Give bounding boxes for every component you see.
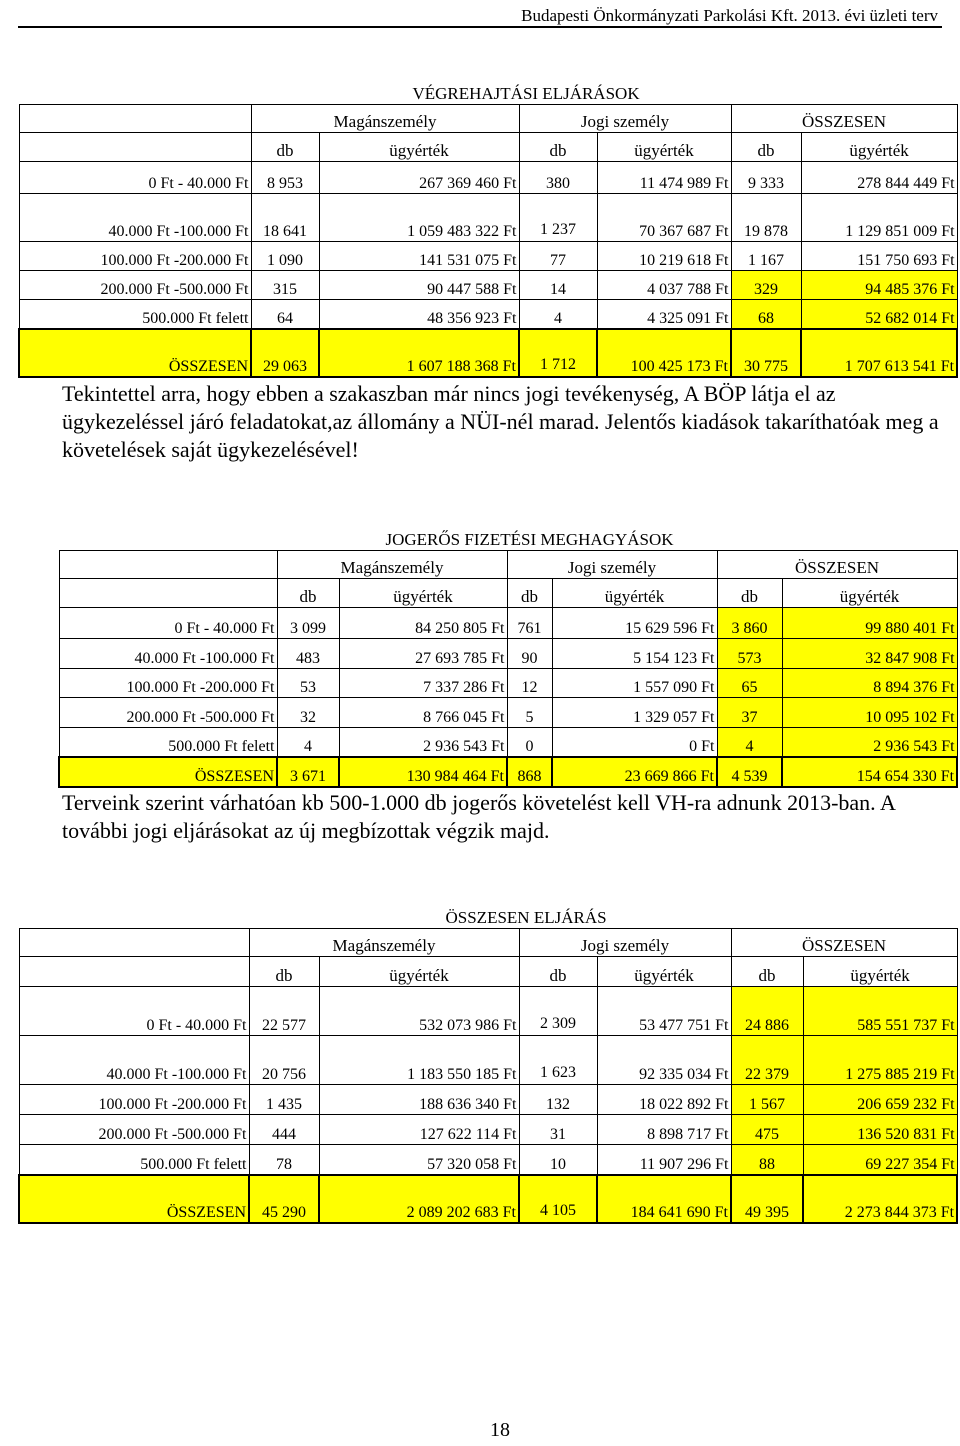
private-value: 2 089 202 683 Ft bbox=[319, 1175, 519, 1223]
private-db: 3 099 bbox=[277, 607, 339, 638]
range-cell: 100.000 Ft -200.000 Ft bbox=[19, 1084, 249, 1114]
private-db: 8 953 bbox=[251, 161, 319, 193]
total-value: 32 847 908 Ft bbox=[782, 638, 957, 668]
private-db: 22 577 bbox=[249, 986, 319, 1035]
private-db: 1 435 bbox=[249, 1084, 319, 1114]
private-value: 27 693 785 Ft bbox=[339, 638, 507, 668]
total-value: 1 707 613 541 Ft bbox=[801, 329, 957, 377]
private-db: 315 bbox=[251, 270, 319, 299]
total-db: 22 379 bbox=[731, 1035, 803, 1084]
private-value: 7 337 286 Ft bbox=[339, 668, 507, 697]
group-legal: Jogi személy bbox=[519, 104, 731, 132]
table-row bbox=[19, 986, 957, 1035]
legal-db: 14 bbox=[519, 270, 597, 299]
legal-db: 4 bbox=[519, 299, 597, 329]
document-header: Budapesti Önkormányzati Parkolási Kft. 2013. évi üzleti terv bbox=[521, 6, 938, 25]
col-db: db bbox=[519, 132, 597, 161]
private-db: 20 756 bbox=[249, 1035, 319, 1084]
col-db: db bbox=[731, 132, 801, 161]
private-db: 18 641 bbox=[251, 193, 319, 241]
private-value: 532 073 986 Ft bbox=[319, 986, 519, 1035]
col-value: ügyérték bbox=[597, 956, 731, 986]
col-db: db bbox=[249, 956, 319, 986]
range-cell: 0 Ft - 40.000 Ft bbox=[19, 986, 249, 1035]
table-row bbox=[59, 607, 957, 638]
group-private: Magánszemély bbox=[277, 550, 507, 578]
table-row bbox=[19, 161, 957, 193]
legal-value: 11 907 296 Ft bbox=[597, 1144, 731, 1175]
total-value: 94 485 376 Ft bbox=[801, 270, 957, 299]
table-jogeros-fizetesi-meghagyasok bbox=[58, 522, 958, 788]
private-value: 8 766 045 Ft bbox=[339, 697, 507, 727]
table-row bbox=[19, 193, 957, 241]
range-cell: 40.000 Ft -100.000 Ft bbox=[19, 193, 251, 241]
total-value: 136 520 831 Ft bbox=[803, 1114, 957, 1144]
col-value: ügyérték bbox=[319, 132, 519, 161]
legal-value: 18 022 892 Ft bbox=[597, 1084, 731, 1114]
total-value: 206 659 232 Ft bbox=[803, 1084, 957, 1114]
total-db: 329 bbox=[731, 270, 801, 299]
group-total: ÖSSZESEN bbox=[731, 104, 957, 132]
range-cell: 200.000 Ft -500.000 Ft bbox=[59, 697, 277, 727]
total-value: 69 227 354 Ft bbox=[803, 1144, 957, 1175]
legal-db: 90 bbox=[507, 638, 552, 668]
range-cell: 500.000 Ft felett bbox=[59, 727, 277, 757]
total-db: 1 167 bbox=[731, 241, 801, 270]
col-value: ügyérték bbox=[552, 578, 717, 607]
private-value: 188 636 340 Ft bbox=[319, 1084, 519, 1114]
range-cell: 500.000 Ft felett bbox=[19, 299, 251, 329]
total-db: 24 886 bbox=[731, 986, 803, 1035]
col-db: db bbox=[251, 132, 319, 161]
legal-db: 1 237 bbox=[519, 193, 597, 241]
private-value: 127 622 114 Ft bbox=[319, 1114, 519, 1144]
private-db: 3 671 bbox=[277, 757, 339, 787]
total-db: 4 539 bbox=[717, 757, 782, 787]
legal-db: 5 bbox=[507, 697, 552, 727]
col-db: db bbox=[519, 956, 597, 986]
col-value: ügyérték bbox=[319, 956, 519, 986]
total-value: 52 682 014 Ft bbox=[801, 299, 957, 329]
legal-value: 1 329 057 Ft bbox=[552, 697, 717, 727]
range-cell: 200.000 Ft -500.000 Ft bbox=[19, 270, 251, 299]
table-osszesen-eljaras bbox=[18, 900, 958, 1224]
total-value: 10 095 102 Ft bbox=[782, 697, 957, 727]
private-value: 1 183 550 185 Ft bbox=[319, 1035, 519, 1084]
private-db: 444 bbox=[249, 1114, 319, 1144]
legal-db: 10 bbox=[519, 1144, 597, 1175]
legal-db: 0 bbox=[507, 727, 552, 757]
legal-db: 77 bbox=[519, 241, 597, 270]
private-value: 90 447 588 Ft bbox=[319, 270, 519, 299]
group-total: ÖSSZESEN bbox=[731, 928, 957, 956]
legal-value: 4 037 788 Ft bbox=[597, 270, 731, 299]
table-title: VÉGREHAJTÁSI ELJÁRÁSOK bbox=[412, 83, 640, 103]
legal-db: 1 623 bbox=[519, 1035, 597, 1084]
private-value: 1 059 483 322 Ft bbox=[319, 193, 519, 241]
legal-db: 4 105 bbox=[519, 1175, 597, 1223]
table-row bbox=[19, 299, 957, 329]
private-db: 64 bbox=[251, 299, 319, 329]
legal-value: 10 219 618 Ft bbox=[597, 241, 731, 270]
legal-value: 4 325 091 Ft bbox=[597, 299, 731, 329]
legal-db: 868 bbox=[507, 757, 552, 787]
note-paragraph: Tekintettel arra, hogy ebben a szakaszban már nincs jogi tevékenység, A BÖP látja el az ügykezeléssel járó feladatokat,az állomány a NÜI-nél marad. Jelentős kiadások takaríthatóak meg a követelések saját ügykezelésével! bbox=[62, 381, 939, 462]
table-row bbox=[19, 1144, 957, 1175]
total-db: 37 bbox=[717, 697, 782, 727]
private-value: 2 936 543 Ft bbox=[339, 727, 507, 757]
total-value: 1 275 885 219 Ft bbox=[803, 1035, 957, 1084]
private-db: 53 bbox=[277, 668, 339, 697]
total-db: 1 567 bbox=[731, 1084, 803, 1114]
col-value: ügyérték bbox=[801, 132, 957, 161]
col-db: db bbox=[717, 578, 782, 607]
col-db: db bbox=[277, 578, 339, 607]
table-row bbox=[59, 638, 957, 668]
total-value: 2 273 844 373 Ft bbox=[803, 1175, 957, 1223]
total-value: 151 750 693 Ft bbox=[801, 241, 957, 270]
range-cell: ÖSSZESEN bbox=[59, 757, 277, 787]
table-row-total bbox=[59, 757, 957, 787]
total-value: 1 129 851 009 Ft bbox=[801, 193, 957, 241]
range-cell: 0 Ft - 40.000 Ft bbox=[59, 607, 277, 638]
legal-value: 8 898 717 Ft bbox=[597, 1114, 731, 1144]
total-db: 573 bbox=[717, 638, 782, 668]
range-cell: 100.000 Ft -200.000 Ft bbox=[19, 241, 251, 270]
legal-value: 53 477 751 Ft bbox=[597, 986, 731, 1035]
legal-value: 23 669 866 Ft bbox=[552, 757, 717, 787]
private-value: 84 250 805 Ft bbox=[339, 607, 507, 638]
legal-db: 12 bbox=[507, 668, 552, 697]
legal-value: 1 557 090 Ft bbox=[552, 668, 717, 697]
table-row bbox=[19, 1084, 957, 1114]
total-value: 278 844 449 Ft bbox=[801, 161, 957, 193]
col-value: ügyérték bbox=[339, 578, 507, 607]
table-row bbox=[19, 241, 957, 270]
private-value: 267 369 460 Ft bbox=[319, 161, 519, 193]
total-db: 68 bbox=[731, 299, 801, 329]
legal-value: 5 154 123 Ft bbox=[552, 638, 717, 668]
table-title: JOGERŐS FIZETÉSI MEGHAGYÁSOK bbox=[385, 529, 674, 549]
range-cell: 40.000 Ft -100.000 Ft bbox=[59, 638, 277, 668]
legal-value: 184 641 690 Ft bbox=[597, 1175, 731, 1223]
legal-db: 2 309 bbox=[519, 986, 597, 1035]
col-value: ügyérték bbox=[782, 578, 957, 607]
private-value: 130 984 464 Ft bbox=[339, 757, 507, 787]
private-value: 1 607 188 368 Ft bbox=[319, 329, 519, 377]
table-title: ÖSSZESEN ELJÁRÁS bbox=[445, 907, 607, 927]
table-row bbox=[19, 1114, 957, 1144]
total-db: 3 860 bbox=[717, 607, 782, 638]
range-cell: 500.000 Ft felett bbox=[19, 1144, 249, 1175]
group-private: Magánszemély bbox=[249, 928, 519, 956]
table-row-total bbox=[19, 1175, 957, 1223]
table-row bbox=[59, 697, 957, 727]
range-cell: 200.000 Ft -500.000 Ft bbox=[19, 1114, 249, 1144]
legal-value: 11 474 989 Ft bbox=[597, 161, 731, 193]
total-value: 585 551 737 Ft bbox=[803, 986, 957, 1035]
legal-value: 92 335 034 Ft bbox=[597, 1035, 731, 1084]
private-db: 483 bbox=[277, 638, 339, 668]
legal-db: 761 bbox=[507, 607, 552, 638]
total-db: 9 333 bbox=[731, 161, 801, 193]
group-legal: Jogi személy bbox=[519, 928, 731, 956]
total-db: 49 395 bbox=[731, 1175, 803, 1223]
table-row bbox=[19, 1035, 957, 1084]
total-value: 154 654 330 Ft bbox=[782, 757, 957, 787]
group-private: Magánszemély bbox=[251, 104, 519, 132]
range-cell: 0 Ft - 40.000 Ft bbox=[19, 161, 251, 193]
col-db: db bbox=[731, 956, 803, 986]
private-db: 1 090 bbox=[251, 241, 319, 270]
private-db: 45 290 bbox=[249, 1175, 319, 1223]
private-value: 141 531 075 Ft bbox=[319, 241, 519, 270]
total-db: 475 bbox=[731, 1114, 803, 1144]
legal-db: 132 bbox=[519, 1084, 597, 1114]
private-db: 78 bbox=[249, 1144, 319, 1175]
total-value: 2 936 543 Ft bbox=[782, 727, 957, 757]
total-db: 88 bbox=[731, 1144, 803, 1175]
legal-db: 1 712 bbox=[519, 329, 597, 377]
total-value: 8 894 376 Ft bbox=[782, 668, 957, 697]
note-paragraph: Terveink szerint várhatóan kb 500-1.000 db jogerős követelést kell VH-ra adnunk 2013-ban. A további jogi eljárásokat az új megbízottak végzik majd. bbox=[62, 790, 895, 843]
private-db: 32 bbox=[277, 697, 339, 727]
header-rule bbox=[18, 26, 942, 28]
legal-value: 0 Ft bbox=[552, 727, 717, 757]
table-vegrehajtasi-eljarasok bbox=[18, 76, 958, 378]
legal-db: 380 bbox=[519, 161, 597, 193]
legal-value: 70 367 687 Ft bbox=[597, 193, 731, 241]
table-row bbox=[59, 727, 957, 757]
table-row-total bbox=[19, 329, 957, 377]
table-row bbox=[19, 270, 957, 299]
total-value: 99 880 401 Ft bbox=[782, 607, 957, 638]
table-row bbox=[59, 668, 957, 697]
group-legal: Jogi személy bbox=[507, 550, 717, 578]
legal-db: 31 bbox=[519, 1114, 597, 1144]
range-cell: 100.000 Ft -200.000 Ft bbox=[59, 668, 277, 697]
total-db: 4 bbox=[717, 727, 782, 757]
private-value: 57 320 058 Ft bbox=[319, 1144, 519, 1175]
private-value: 48 356 923 Ft bbox=[319, 299, 519, 329]
total-db: 19 878 bbox=[731, 193, 801, 241]
range-cell: 40.000 Ft -100.000 Ft bbox=[19, 1035, 249, 1084]
range-cell: ÖSSZESEN bbox=[19, 329, 251, 377]
group-total: ÖSSZESEN bbox=[717, 550, 957, 578]
range-cell: ÖSSZESEN bbox=[19, 1175, 249, 1223]
total-db: 65 bbox=[717, 668, 782, 697]
legal-value: 15 629 596 Ft bbox=[552, 607, 717, 638]
legal-value: 100 425 173 Ft bbox=[597, 329, 731, 377]
page-number: 18 bbox=[490, 1419, 510, 1441]
col-db: db bbox=[507, 578, 552, 607]
private-db: 29 063 bbox=[251, 329, 319, 377]
total-db: 30 775 bbox=[731, 329, 801, 377]
col-value: ügyérték bbox=[597, 132, 731, 161]
private-db: 4 bbox=[277, 727, 339, 757]
col-value: ügyérték bbox=[803, 956, 957, 986]
